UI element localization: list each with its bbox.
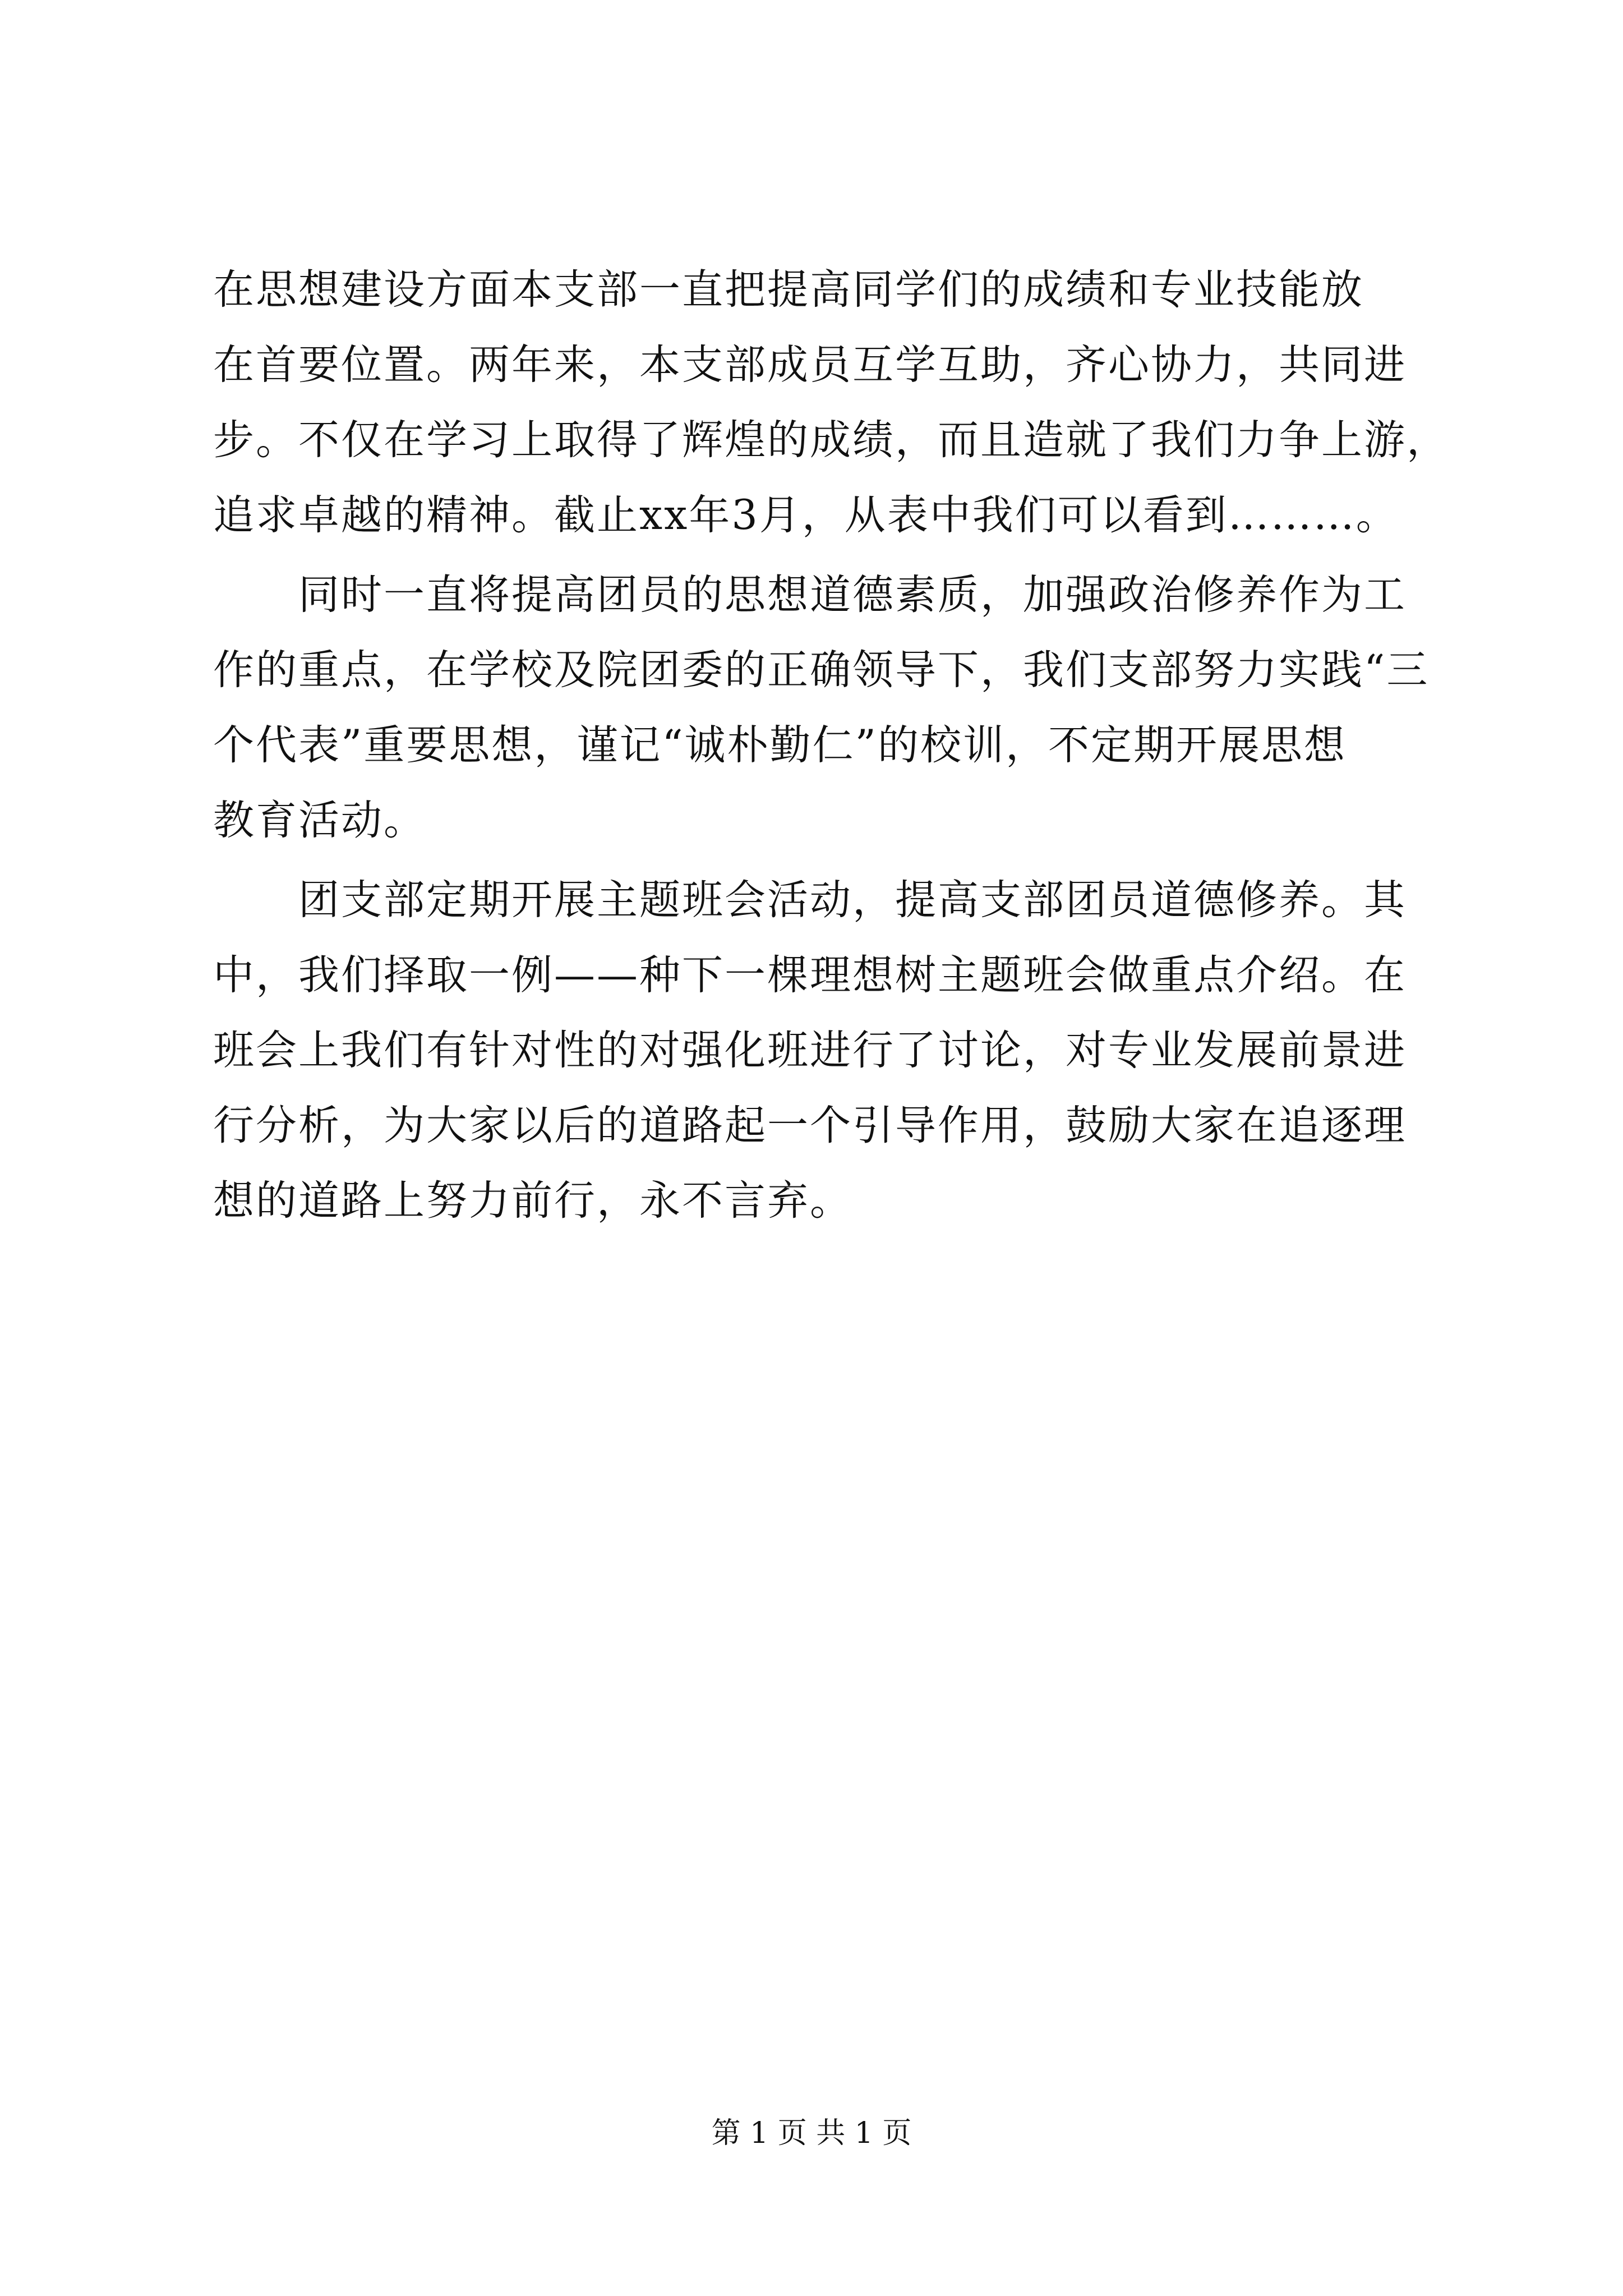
text-line: 追求卓越的精神。截止xx年3月，从表中我们可以看到………。 <box>213 491 1399 539</box>
document-body <box>213 252 1449 1239</box>
text-line: 步。不仅在学习上取得了辉煌的成绩，而且造就了我们力争上游， <box>213 416 1449 464</box>
text-line: 团支部定期开展主题班会活动，提高支部团员道德修养。其 <box>213 876 1407 924</box>
text-line: 中，我们择取一例——种下一棵理想树主题班会做重点介绍。在 <box>213 951 1407 999</box>
text-line: 在思想建设方面本支部一直把提高同学们的成绩和专业技能放 <box>213 266 1364 314</box>
text-line: 同时一直将提高团员的思想道德素质，加强政治修养作为工 <box>213 571 1407 619</box>
page-number-footer: 第 1 页 共 1 页 <box>711 2116 912 2150</box>
text-line: 想的道路上努力前行，永不言弃。 <box>213 1177 852 1225</box>
text-line: 个代表”重要思想，谨记“诚朴勤仁”的校训，不定期开展思想 <box>213 721 1347 769</box>
text-line: 在首要位置。两年来，本支部成员互学互助，齐心协力，共同进 <box>213 341 1407 389</box>
text-line: 行分析，为大家以后的道路起一个引导作用，鼓励大家在追逐理 <box>213 1102 1407 1149</box>
text-line: 班会上我们有针对性的对强化班进行了讨论，对专业发展前景进 <box>213 1027 1407 1074</box>
text-line: 教育活动。 <box>213 797 426 844</box>
text-line: 作的重点，在学校及院团委的正确领导下，我们支部努力实践“三 <box>213 646 1430 694</box>
